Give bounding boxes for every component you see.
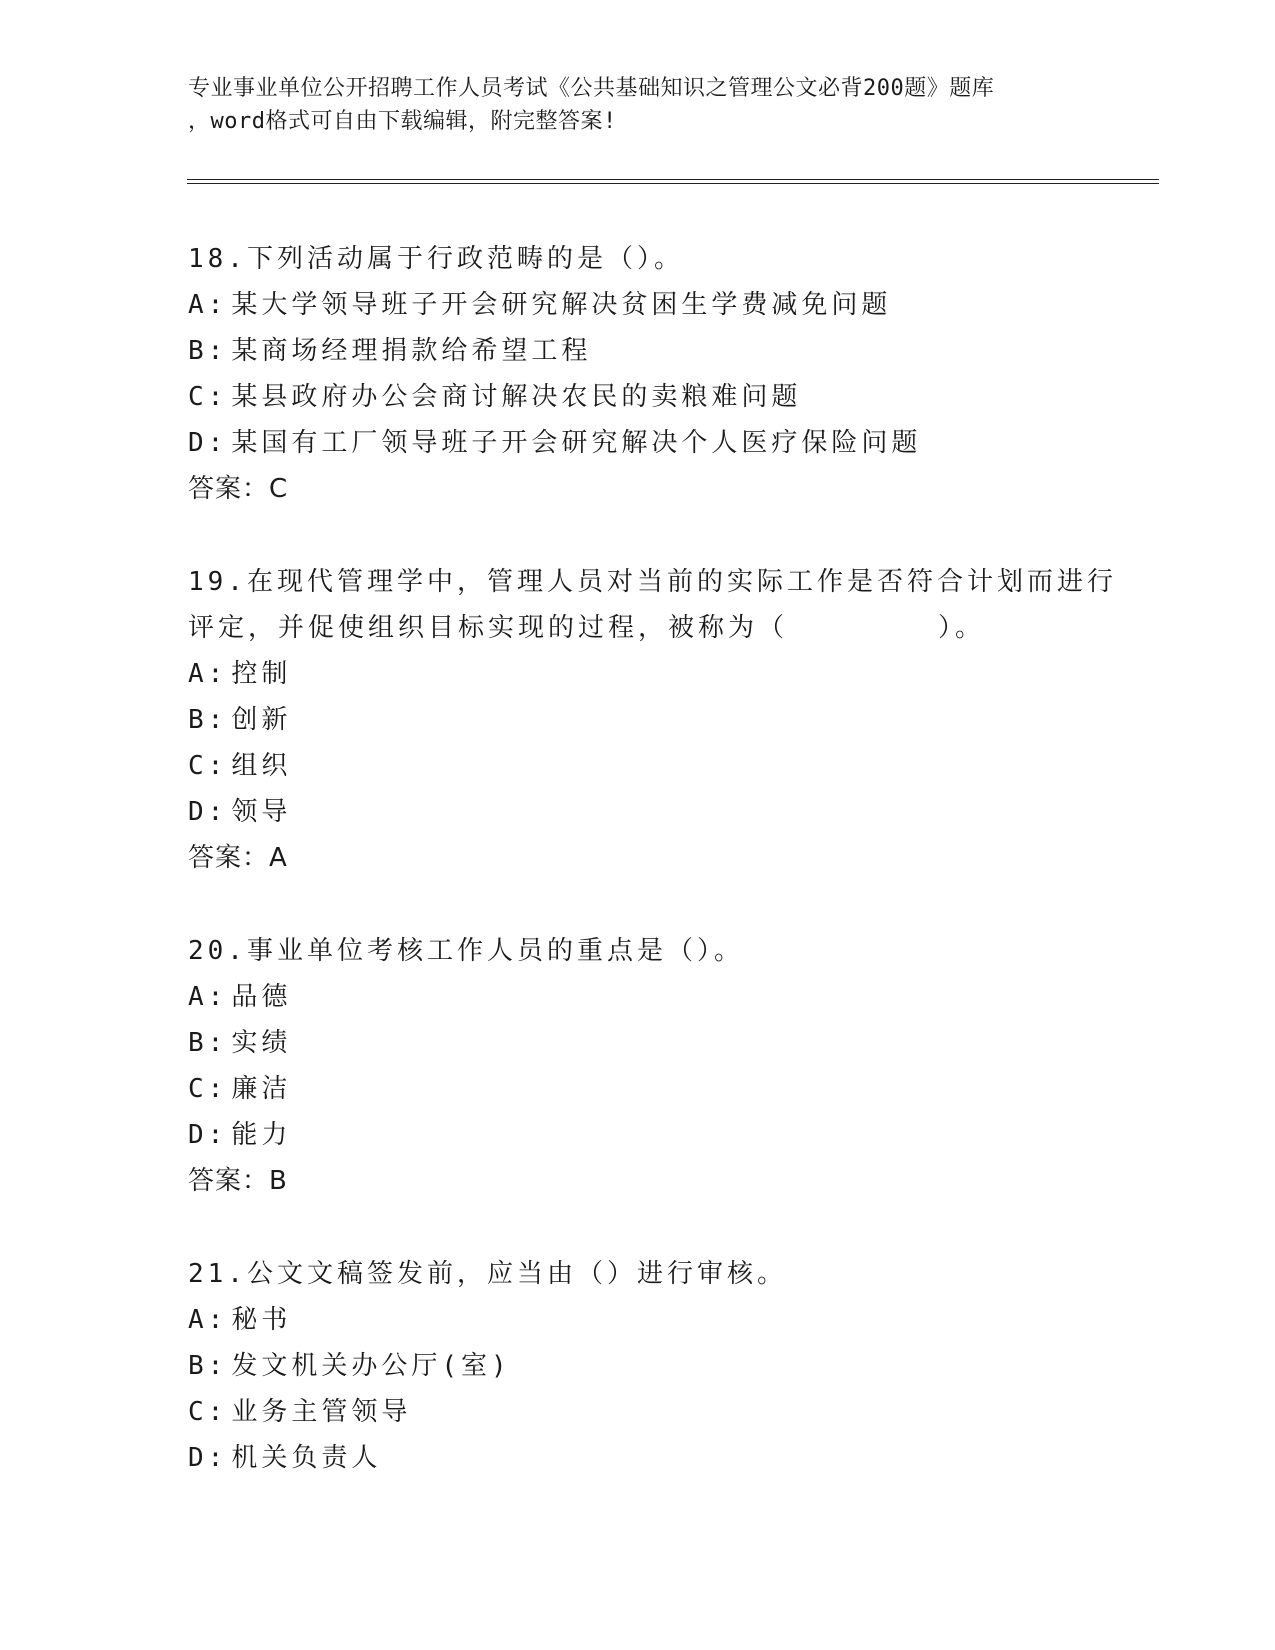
question-stem-cont: 评定，并促使组织目标实现的过程，被称为（ ）。 [188,613,986,643]
option-c: C: 某县政府办公会商讨解决农民的卖粮难问题 [188,382,802,412]
question-stem: 21.公文文稿签发前，应当由（）进行审核。 [188,1259,787,1289]
question-stem: 20.事业单位考核工作人员的重点是（）。 [188,936,744,966]
header-double-rule [187,179,1159,184]
answer-line: 答案：A [188,843,288,873]
question-21 [188,1251,1108,1481]
question-stem: 18.下列活动属于行政范畴的是（）。 [188,244,684,274]
option-d: D: 某国有工厂领导班子开会研究解决个人医疗保险问题 [188,428,922,458]
header-title-line1: 专业事业单位公开招聘工作人员考试《公共基础知识之管理公文必背200题》题库 [188,76,995,101]
option-a: A: 控制 [188,659,292,689]
option-b: B: 发文机关办公厅(室) [188,1351,511,1381]
option-b: B: 实绩 [188,1028,292,1058]
answer-line: 答案：C [188,474,289,504]
option-b: B: 某商场经理捐款给希望工程 [188,336,592,366]
option-d: D: 能力 [188,1120,292,1150]
header-title-line2: ，word格式可自由下载编辑，附完整答案! [188,109,617,134]
answer-line: 答案：B [188,1166,288,1196]
option-d: D: 领导 [188,797,292,827]
document-header [188,72,1108,138]
question-list [188,236,1117,1528]
question-stem: 19.在现代管理学中，管理人员对当前的实际工作是否符合计划而进行 [188,567,1117,597]
option-b: B: 创新 [188,705,292,735]
question-19 [188,559,1117,881]
option-c: C: 廉洁 [188,1074,292,1104]
option-a: A: 品德 [188,982,292,1012]
option-a: A: 某大学领导班子开会研究解决贫困生学费减免问题 [188,290,892,320]
option-c: C: 业务主管领导 [188,1397,412,1427]
question-20 [188,928,1108,1204]
question-18 [188,236,1108,512]
option-d: D: 机关负责人 [188,1443,382,1473]
option-a: A: 秘书 [188,1305,292,1335]
option-c: C: 组织 [188,751,292,781]
